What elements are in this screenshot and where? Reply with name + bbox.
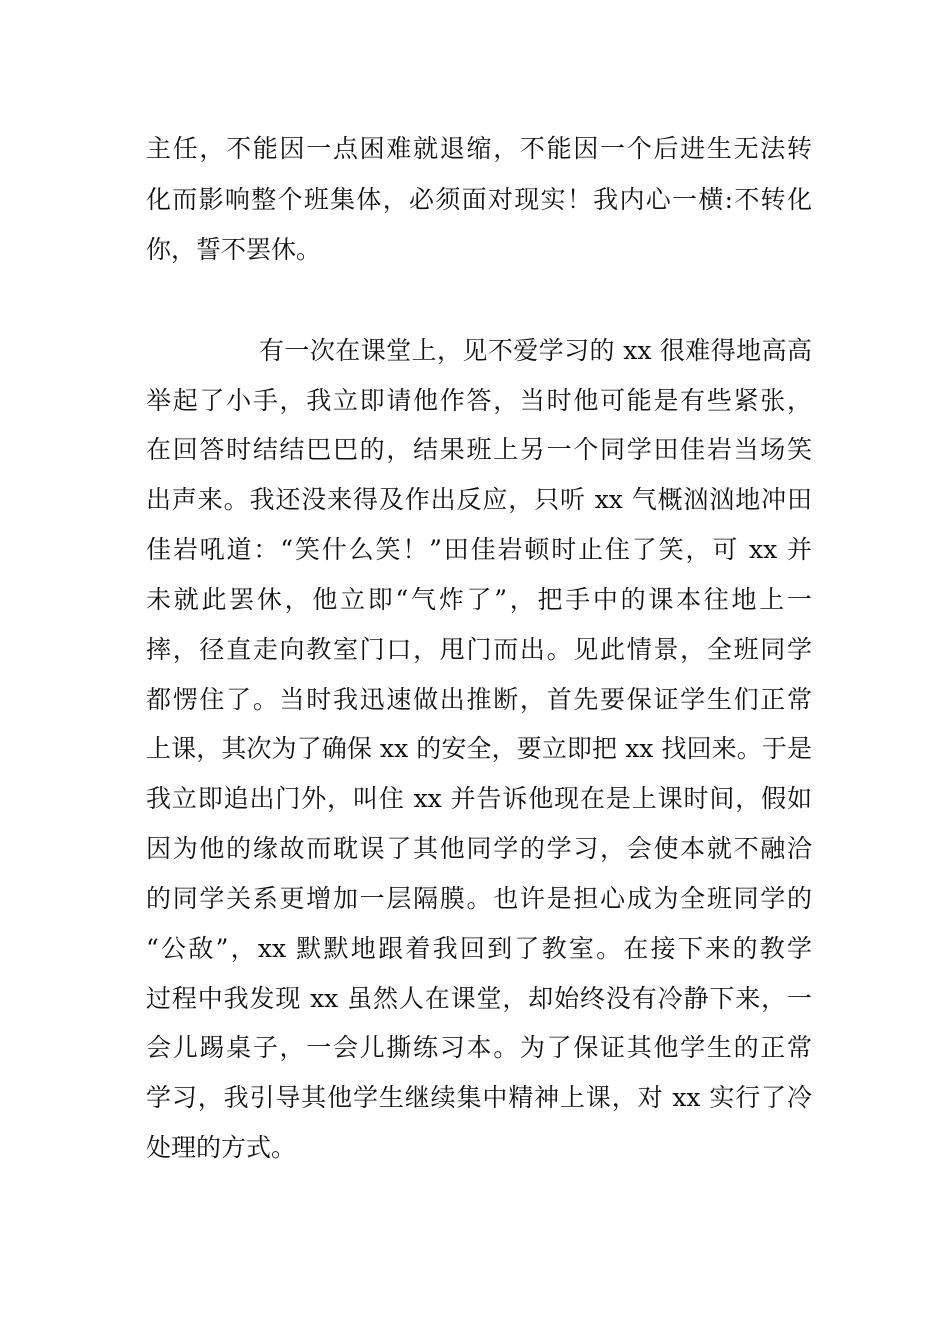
text-line: 有一次在课堂上，见不爱学习的 xx 很难得地高高: [259, 336, 812, 365]
text-line: 因为他的缘故而耽误了其他同学的学习，会使本就不融洽: [146, 834, 812, 863]
text-line: 都愣住了。当时我迅速做出推断，首先要保证学生们正常: [146, 685, 812, 714]
text-line: 过程中我发现 xx 虽然人在课堂，却始终没有冷静下来，一: [146, 984, 812, 1013]
text-line: 举起了小手，我立即请他作答，当时他可能是有些紧张，: [146, 386, 812, 415]
text-line: 你，誓不罢休。: [146, 235, 322, 264]
text-line: 出声来。我还没来得及作出反应，只听 xx 气概汹汹地冲田: [146, 485, 812, 514]
text-line: 处理的方式。: [146, 1133, 297, 1162]
text-line: 未就此罢休，他立即“气炸了”，把手中的课本往地上一: [146, 585, 812, 614]
text-line: 佳岩吼道：“笑什么笑！”田佳岩顿时止住了笑，可 xx 并: [146, 535, 812, 564]
text-line: 在回答时结结巴巴的，结果班上另一个同学田佳岩当场笑: [146, 435, 812, 464]
text-line: “公敌”，xx 默默地跟着我回到了教室。在接下来的教学: [146, 934, 812, 963]
text-line: 化而影响整个班集体，必须面对现实！我内心一横:不转化: [146, 185, 812, 214]
text-line: 我立即追出门外，叫住 xx 并告诉他现在是上课时间，假如: [146, 784, 812, 813]
text-line: 会儿踢桌子，一会儿撕练习本。为了保证其他学生的正常: [146, 1033, 812, 1062]
text-line: 上课，其次为了确保 xx 的安全，要立即把 xx 找回来。于是: [146, 734, 812, 763]
text-line: 的同学关系更增加一层隔膜。也许是担心成为全班同学的: [146, 884, 812, 913]
text-line: 摔，径直走向教室门口，甩门而出。见此情景，全班同学: [146, 635, 812, 664]
text-line: 学习，我引导其他学生继续集中精神上课，对 xx 实行了冷: [146, 1083, 812, 1112]
text-line: 主任，不能因一点困难就退缩，不能因一个后进生无法转: [146, 134, 812, 163]
